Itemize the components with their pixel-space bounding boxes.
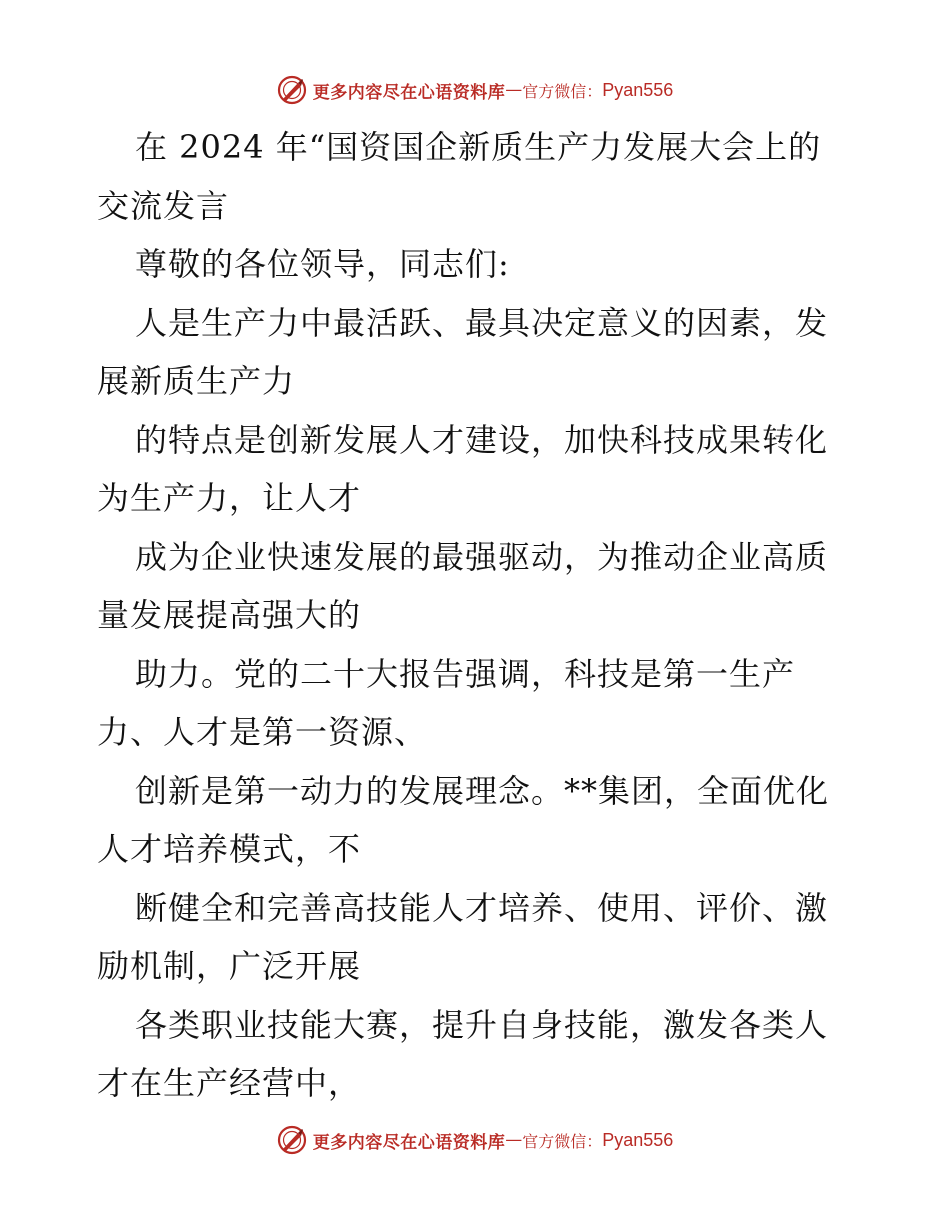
doc-line: 励机制，广泛开展 xyxy=(97,947,362,985)
footer-banner xyxy=(0,1120,950,1160)
doc-line: 助力。党的二十大报告强调，科技是第一生产 xyxy=(135,654,796,693)
wechat-label: 官方微信： xyxy=(522,1131,603,1151)
doc-line: 展新质生产力 xyxy=(97,362,296,400)
quill-logo-icon xyxy=(277,75,307,105)
banner-text: 更多内容尽在心语资料库 xyxy=(312,82,506,103)
doc-line: 创新是第一动力的发展理念。**集团，全面优化 xyxy=(135,771,830,810)
banner-dash: — xyxy=(505,80,523,100)
doc-line: 各类职业技能大赛，提升自身技能，激发各类人 xyxy=(135,1005,829,1044)
doc-line-greeting: 尊敬的各位领导，同志们: xyxy=(135,245,510,283)
doc-line-title-1: 在 2024 年“国资国企新质生产力发展大会上的 xyxy=(135,128,822,166)
wechat-label: 官方微信： xyxy=(522,81,603,101)
doc-line: 人才培养模式，不 xyxy=(97,830,362,868)
doc-line: 断健全和完善高技能人才培养、使用、评价、激 xyxy=(135,888,829,927)
doc-line-title-2: 交流发言 xyxy=(97,186,230,225)
doc-line: 量发展提高强大的 xyxy=(97,596,362,634)
document-body xyxy=(97,118,857,1113)
wechat-id: Pyan556 xyxy=(602,79,674,100)
doc-line: 才在生产经营中， xyxy=(97,1064,362,1102)
header-banner xyxy=(0,70,950,110)
banner-text: 更多内容尽在心语资料库 xyxy=(312,1132,506,1153)
doc-line: 人是生产力中最活跃、最具决定意义的因素，发 xyxy=(135,303,829,342)
wechat-id: Pyan556 xyxy=(602,1129,674,1150)
doc-line: 成为企业快速发展的最强驱动，为推动企业高质 xyxy=(135,537,829,576)
banner-dash: — xyxy=(505,1130,523,1150)
doc-line: 力、人才是第一资源、 xyxy=(97,713,428,751)
doc-line: 为生产力，让人才 xyxy=(97,479,362,517)
doc-line: 的特点是创新发展人才建设，加快科技成果转化 xyxy=(135,420,829,459)
quill-logo-icon xyxy=(277,1125,307,1155)
